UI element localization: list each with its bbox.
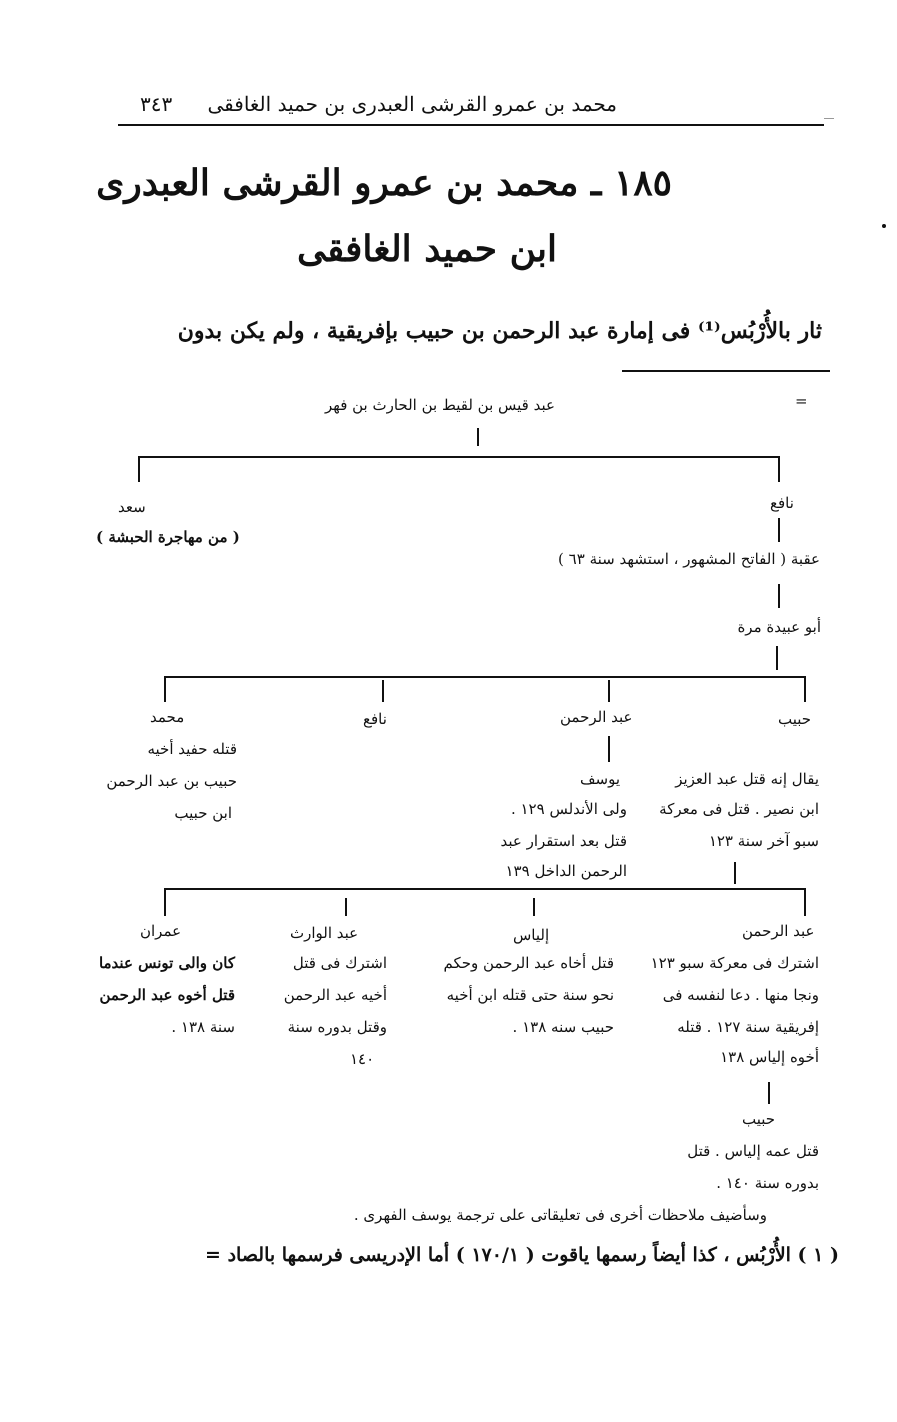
tree-note-line: أخيه عبد الرحمن [283, 986, 387, 1004]
tree-note-line: اشترك فى قتل [292, 954, 387, 972]
tree-note-line: يقال إنه قتل عبد العزيز [675, 770, 819, 788]
running-title: محمد بن عمرو القرشى العبدرى بن حميد الغافقى [207, 92, 617, 116]
tree-hline-gen5 [164, 888, 806, 890]
tree-note-saad: ( من مهاجرة الحبشة ) [96, 528, 240, 546]
tree-node-abd-al-warith: عبد الوارث [290, 924, 359, 942]
tree-node-imran: عمران [140, 922, 182, 940]
tree-connector [608, 680, 610, 702]
tree-note-line: أخوه إلياس ١٣٨ [720, 1048, 819, 1066]
tree-node-ilyas: إلياس [513, 926, 550, 944]
tree-node-abd-al-rahman: عبد الرحمن [560, 708, 633, 726]
continuation-mark: = [795, 392, 808, 410]
tree-note-line: حبيب بن عبد الرحمن [106, 772, 237, 790]
tree-node-nafi-2: نافع [363, 710, 387, 728]
tree-connector [778, 456, 780, 482]
tree-note-line: ولى الأندلس ١٢٩ . [510, 800, 627, 818]
tree-node-saad: سعد [118, 498, 146, 516]
tree-note-line: حبيب سنه ١٣٨ . [512, 1018, 614, 1036]
tree-connector [345, 898, 347, 916]
tree-connector [382, 680, 384, 702]
tree-note-line: قتل بعد استقرار عبد [500, 832, 627, 850]
tree-note-line: إفريقية سنة ١٢٧ . قتله [677, 1018, 819, 1036]
tree-connector [778, 518, 780, 542]
print-speck [882, 224, 886, 228]
tree-node-muhammad: محمد [150, 708, 185, 726]
tree-note-line: نحو سنة حتى قتله ابن أخيه [446, 986, 614, 1004]
tree-node-nafi: نافع [770, 494, 794, 512]
tree-connector [804, 676, 806, 702]
tree-note-line: قتل أخوه عبد الرحمن [99, 986, 235, 1004]
tree-connector [778, 584, 780, 608]
tree-note-line: قتل أخاه عبد الرحمن وحكم [443, 954, 614, 972]
tree-connector [138, 456, 140, 482]
tree-note-line: سبو آخر سنة ١٢٣ [708, 832, 819, 850]
tree-root: عبد قيس بن لقيط بن الحارث بن فهر [325, 396, 555, 414]
entry-title-line1: ١٨٥ ـ محمد بن عمرو القرشى العبدرى [96, 162, 672, 204]
tree-note-line: سنة ١٣٨ . [171, 1018, 235, 1036]
tree-connector [164, 676, 166, 702]
tree-note-line: الرحمن الداخل ١٣٩ [505, 862, 627, 880]
tree-hline-gen4 [164, 676, 806, 678]
tree-note-line: قتل عمه إلياس . قتل [687, 1142, 819, 1160]
tree-connector [477, 428, 479, 446]
lead-rule [622, 370, 830, 372]
page-number: ٣٤٣ [140, 92, 173, 116]
header-rule [118, 124, 824, 126]
tree-note-line: بدوره سنة ١٤٠ . [716, 1174, 819, 1192]
tree-connector [608, 736, 610, 762]
closing-note: وسأضيف ملاحظات أخرى فى تعليقاتى على ترجمة يوسف الفهرى . [353, 1206, 767, 1224]
tree-node-habib-2: حبيب [742, 1110, 776, 1128]
entry-title-line2: ابن حميد الغافقى [296, 228, 557, 270]
tree-hline-gen1 [138, 456, 780, 458]
tree-note-line: قتله حفيد أخيه [147, 740, 237, 758]
tree-connector [533, 898, 535, 916]
tree-note-line: ١٤٠ [350, 1050, 375, 1068]
tree-node-uqba: عقبة ( الفاتح المشهور ، استشهد سنة ٦٣ ) [558, 550, 820, 568]
tree-note-line: ابن نصير . قتل فى معركة [659, 800, 819, 818]
tree-note-line: اشترك فى معركة سبو ١٢٣ [650, 954, 819, 972]
tree-note-line: ابن حبيب [174, 804, 232, 822]
footnote: ( ١ ) الأُرْبُس ، كذا أيضاً رسمها ياقوت ( ١٧٠/١ ) أما الإدريسى فرسمها بالصاد = [205, 1244, 839, 1266]
tree-node-habib: حبيب [778, 710, 812, 728]
tree-connector [164, 888, 166, 916]
tree-connector [734, 862, 736, 884]
tree-note-line: وقتل بدوره سنة [287, 1018, 387, 1036]
tree-node-abu-ubayda: أبو عبيدة مرة [737, 618, 821, 636]
tree-node-abd-al-rahman-2: عبد الرحمن [742, 922, 815, 940]
tree-connector [804, 888, 806, 916]
tree-note-line: كان والى تونس عندما [98, 954, 235, 972]
tree-note-line: ونجا منها . دعا لنفسه فى [662, 986, 819, 1004]
lead-text: ثار بالأُرْبُس⁽¹⁾ فى إمارة عبد الرحمن بن حبيب بإفريقية ، ولم يكن بدون [177, 318, 822, 344]
tree-connector [768, 1082, 770, 1104]
tree-connector [776, 646, 778, 670]
tree-node-yusuf: يوسف [580, 770, 621, 788]
print-speck [824, 118, 834, 119]
